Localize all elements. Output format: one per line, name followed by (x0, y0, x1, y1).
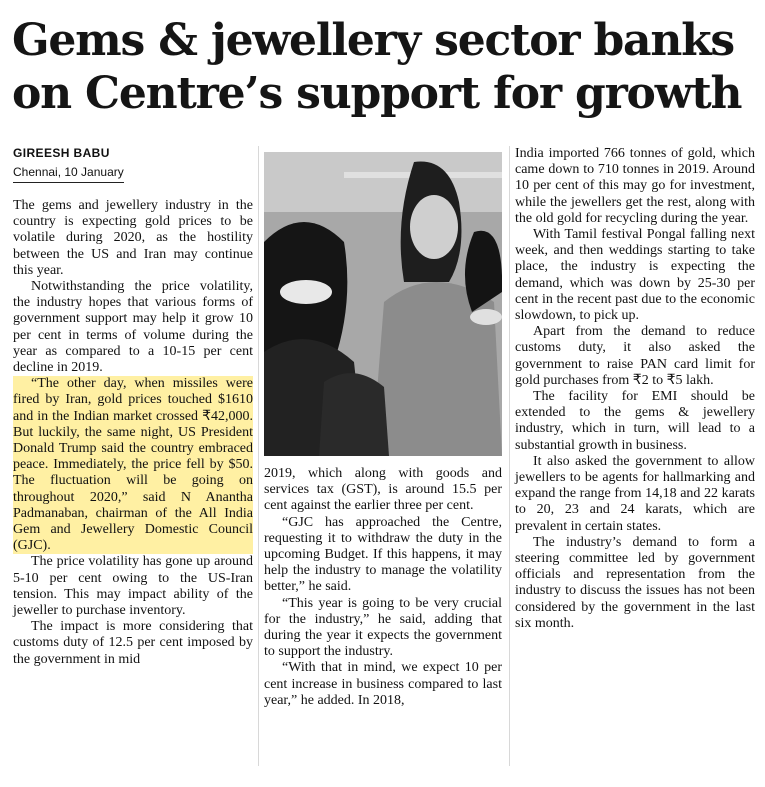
paragraph: It also asked the government to allow jewellers to be agents for hallmarking and expand the range from 14,18 and 22 karats to 20, 23 and 24 karats, which are prevalent in certain states. (515, 453, 755, 534)
highlighted-quote: “The other day, when missiles were fired by Iran, gold prices touched $1610 and in the Indian market crossed ₹42,000. But luckily, the same night, US President Donald Trump said the country embraced peace. Immediately, the price fell by $50. The fluctuation will be going on throughout 2020,” said N Anantha Padmanaban, chairman of the All India Gem and Jewellery Domestic Council (GJC). (13, 376, 253, 554)
paragraph: The gems and jewellery industry in the country is expecting gold prices to be volatile during 2020, as the hostility between the US and Iran may continue this year. (13, 198, 253, 278)
paragraph: With Tamil festival Pongal falling next week, and then weddings starting to take place, the industry is expecting the demand, which was down by 25-30 per cent in the recent past due to the economic slowdown, to pick up. (515, 227, 755, 324)
paragraph: The industry’s demand to form a steering committee led by government officials and representation from the industry to discuss the issues has not been considered by the government in the last six month. (515, 534, 755, 631)
paragraph: “This year is going to be very crucial for the industry,” he said, adding that during the year it expects the government to support the industry. (264, 595, 502, 660)
byline (13, 145, 253, 183)
article-column-1 (13, 198, 253, 668)
author-name: GIREESH BABU (13, 146, 110, 160)
photo-illustration (264, 152, 502, 456)
paragraph: “GJC has approached the Centre, requesting it to withdraw the duty in the upcoming Budget. If this happens, it may help the industry to manage the volatility better,” he said. (264, 514, 502, 595)
paragraph: Apart from the demand to reduce customs duty, it also asked the government to raise PAN card limit for gold purchases from ₹2 to ₹5 lakh. (515, 324, 755, 388)
article-column-2 (264, 466, 502, 709)
dateline: Chennai, 10 January (13, 164, 124, 183)
headline: Gems & jewellery sector banks on Centre’s support for growth (12, 15, 742, 119)
column-divider (258, 146, 259, 766)
paragraph: India imported 766 tonnes of gold, which came down to 710 tonnes in 2019. Around 10 per cent of this may go for investment, while the jewellers get the rest, along with the old gold for recycling during the year. (515, 146, 755, 226)
paragraph: 2019, which along with goods and services tax (GST), is around 15.5 per cent against the earlier three per cent. (264, 466, 502, 514)
article-photo (264, 152, 502, 456)
paragraph: The impact is more considering that customs duty of 12.5 per cent imposed by the government in mid (13, 619, 253, 667)
paragraph: The price volatility has gone up around 5-10 per cent owing to the US-Iran tension. This may impact ability of the jeweller to purchase inventory. (13, 554, 253, 619)
paragraph: Notwithstanding the price volatility, the industry hopes that various forms of government support may help it grow 10 per cent in terms of volume during the year as compared to a 10-15 per cent decline in 2019. (13, 279, 253, 376)
article-column-3 (515, 146, 755, 632)
column-divider (509, 146, 510, 766)
paragraph: “With that in mind, we expect 10 per cent increase in business compared to last year,” he added. In 2018, (264, 660, 502, 708)
paragraph: The facility for EMI should be extended to the gems & jewellery industry, which in turn, will lead to a substantial growth in business. (515, 389, 755, 453)
